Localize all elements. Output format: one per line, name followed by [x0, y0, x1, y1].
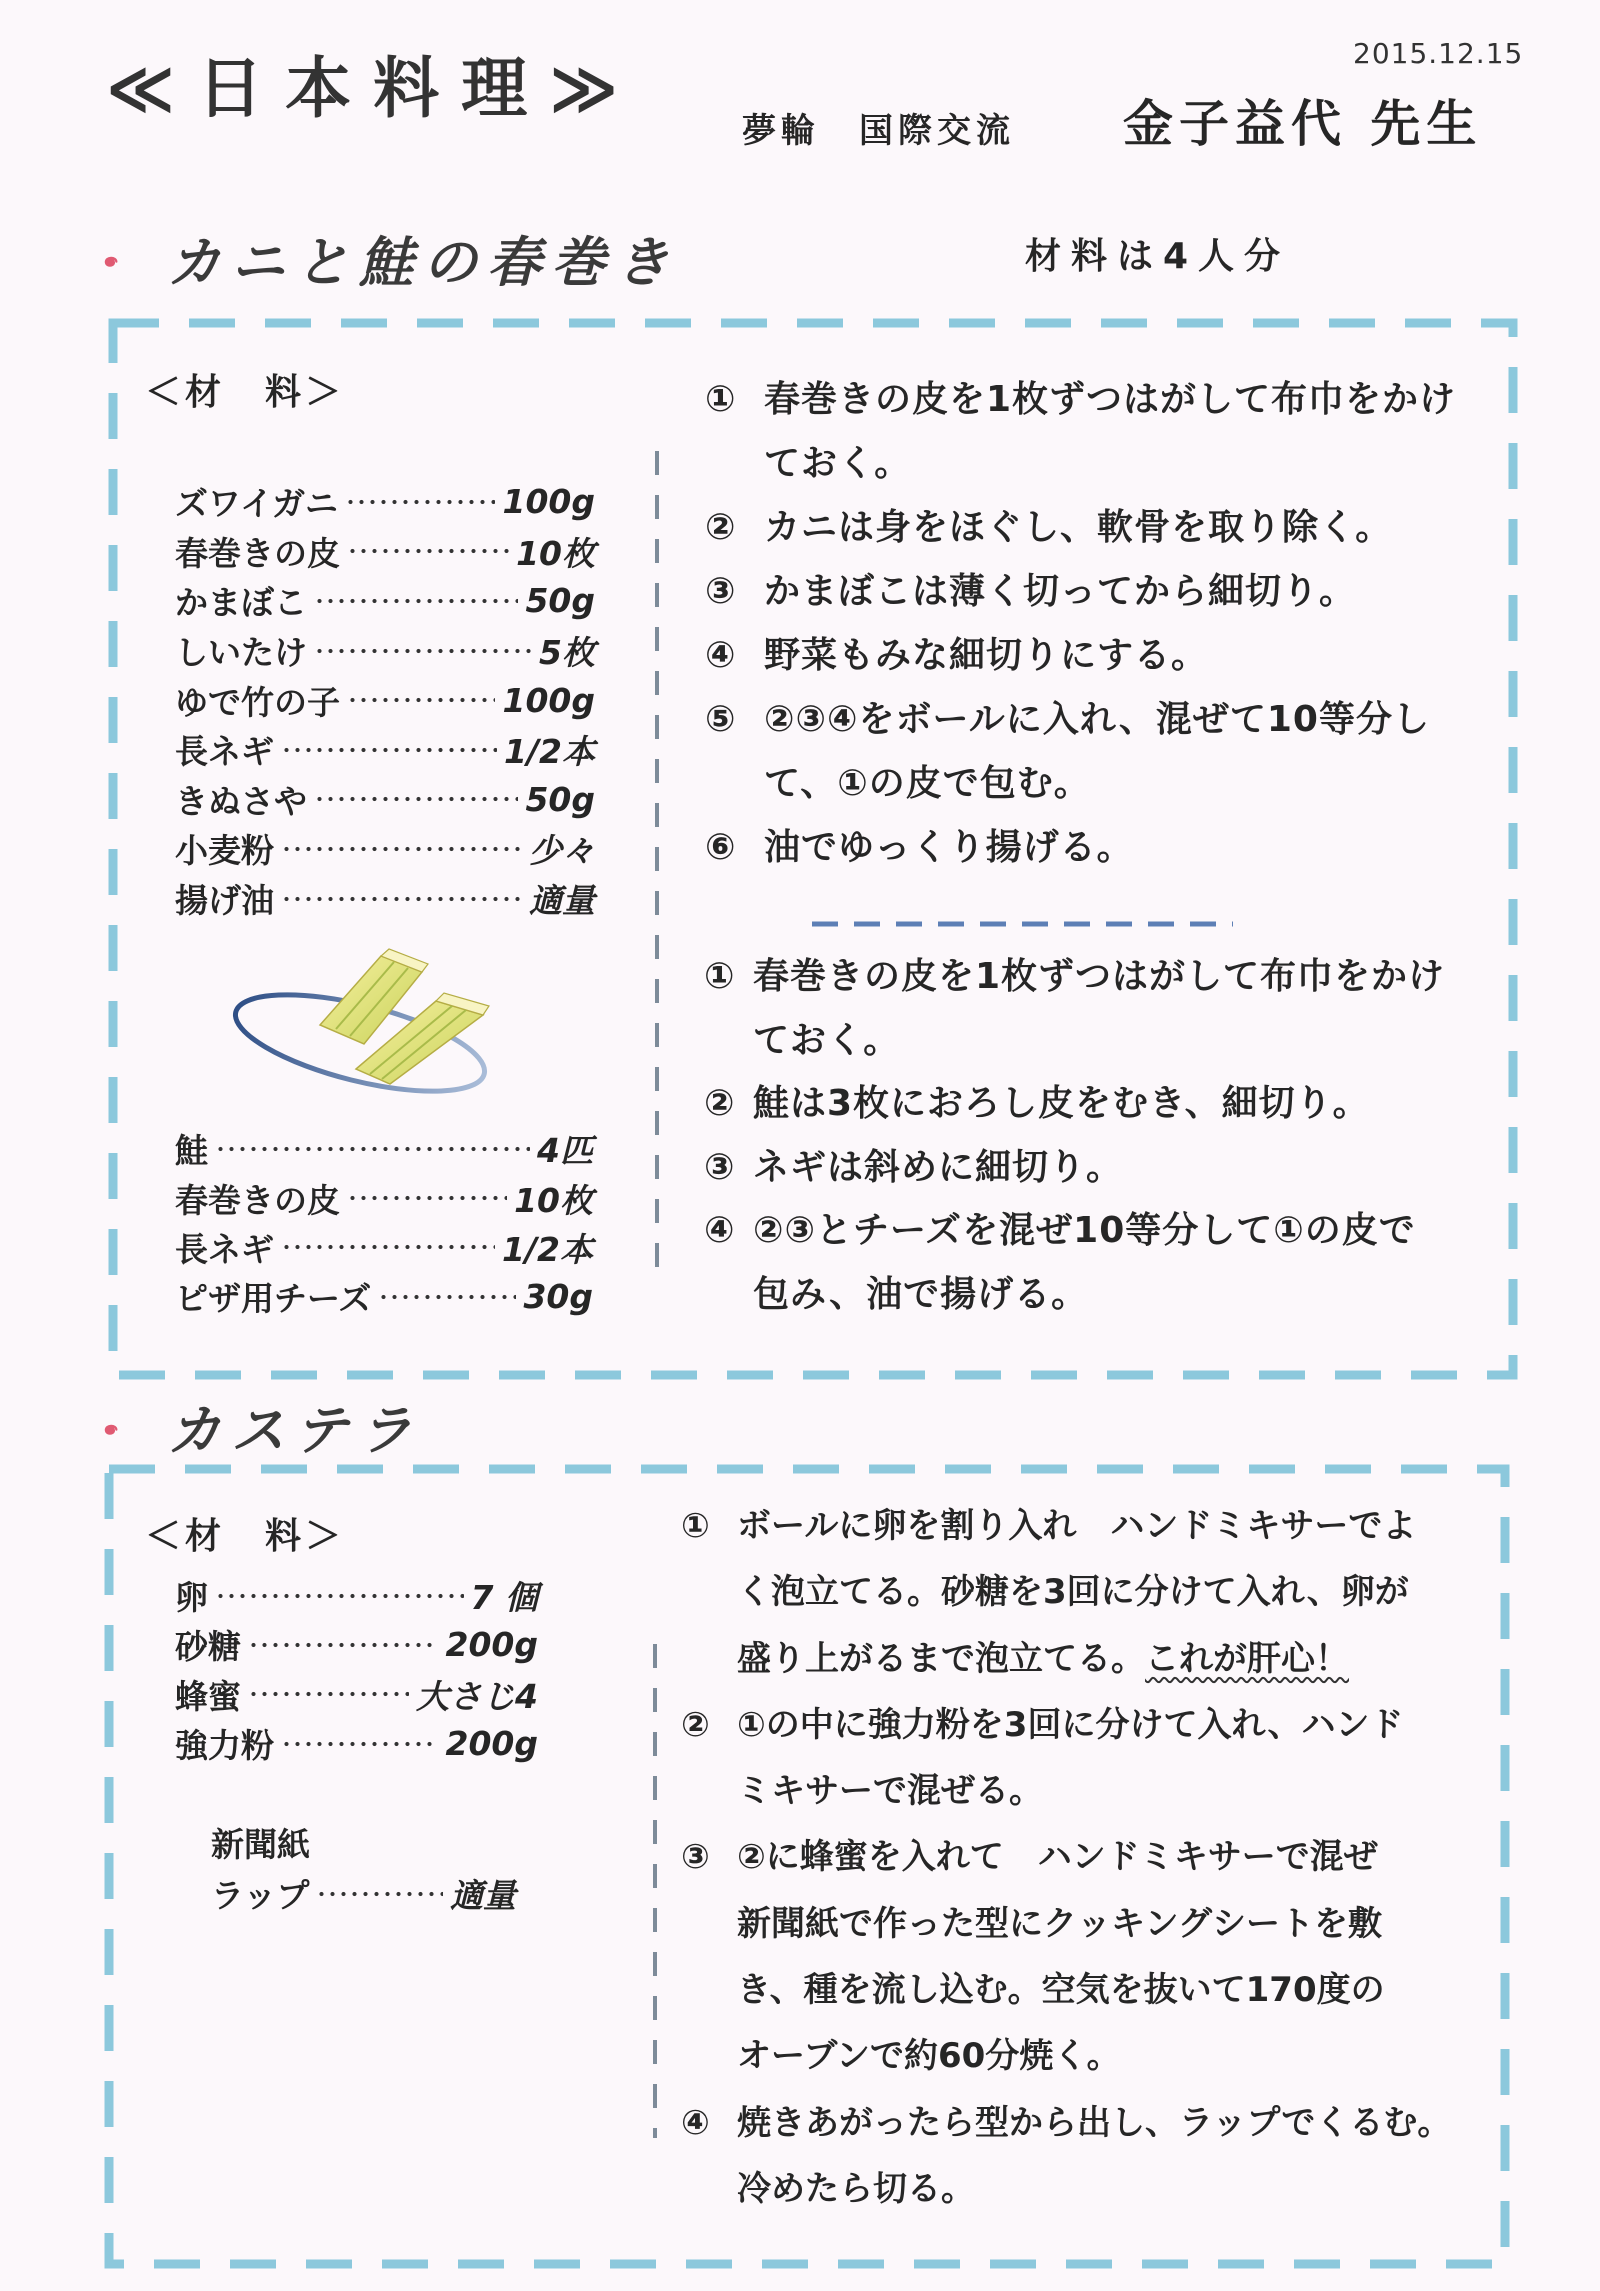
ingredient-list — [175, 1124, 593, 1322]
step-number: ⑤ — [705, 699, 736, 740]
step — [705, 816, 1456, 880]
step-number: ④ — [704, 1210, 735, 1251]
dot-leader — [281, 1740, 438, 1748]
step-text-line: かまぼこは薄く切ってから細切り。 — [764, 571, 1357, 612]
dot-leader — [347, 1194, 507, 1202]
ingredient-quantity: 少々 — [529, 831, 595, 871]
ingredient-list — [175, 1571, 538, 1768]
ingredient-quantity: 100g — [502, 482, 595, 522]
recipe-title: カステラ — [167, 1399, 422, 1462]
ingredient-row — [175, 1620, 538, 1669]
step-list — [705, 368, 1456, 880]
dot-leader — [248, 1690, 409, 1698]
step-number: ① — [681, 1506, 710, 1546]
ingredient-name: 長ネギ — [175, 1229, 274, 1269]
ingredient-name: しいたけ — [175, 633, 307, 673]
dot-leader — [345, 498, 495, 506]
step-number: ④ — [681, 2102, 710, 2143]
ingredient-row — [175, 1223, 593, 1272]
ingredient-row — [175, 725, 595, 775]
step-text-line: ておく。 — [764, 443, 912, 484]
ingredient-row — [175, 874, 595, 924]
date-label: 2015.12.15 — [1353, 37, 1524, 70]
step-list — [704, 945, 1445, 1326]
organization-label: 夢輪 国際交流 — [742, 111, 1015, 151]
ingredient-row — [175, 626, 595, 676]
ingredient-row — [175, 1173, 593, 1222]
step-text-line: て、①の皮で包む。 — [764, 763, 1091, 804]
ingredient-quantity: 100g — [502, 680, 595, 720]
step-number: ③ — [681, 1837, 710, 1878]
ingredient-name: 卵 — [175, 1578, 208, 1618]
step-number: ③ — [705, 571, 736, 612]
servings-label: 材料は4人分 — [1025, 236, 1291, 277]
ingredient-name: きぬさや — [175, 781, 307, 821]
dot-leader — [347, 696, 495, 704]
dot-leader — [215, 1592, 464, 1600]
dot-leader — [248, 1641, 438, 1649]
step-text-line: ②③④をボールに入れ、混ぜて10等分し — [764, 699, 1430, 740]
step-text-line: 油でゆっくり揚げる。 — [764, 827, 1134, 868]
ingredient-name: 春巻きの皮 — [175, 533, 340, 573]
ingredient-quantity: 30g — [523, 1277, 593, 1317]
ingredient-quantity: 50g — [525, 779, 595, 819]
ingredient-quantity: 4匹 — [537, 1131, 593, 1171]
step — [704, 945, 1445, 1072]
ingredient-row — [175, 1571, 538, 1620]
step-text-line: ①の中に強力粉を3回に分けて入れ、ハンド — [737, 1704, 1404, 1745]
step-number: ③ — [704, 1146, 735, 1188]
dot-leader — [378, 1293, 516, 1301]
ingredient-quantity: 1/2本 — [502, 1229, 593, 1269]
spiral-icon — [96, 1416, 124, 1444]
ingredient-quantity: 5枚 — [539, 633, 595, 673]
ingredient-quantity: 1/2本 — [504, 732, 595, 772]
dot-leader — [281, 746, 497, 754]
step-text-line: 鮭は3枚におろし皮をむき、細切り。 — [753, 1083, 1370, 1124]
ingredient-name: 砂糖 — [175, 1627, 241, 1667]
step-text-line: ミキサーで混ぜる。 — [737, 1771, 1043, 1812]
ingredients-heading: ＜材 料＞ — [145, 372, 346, 413]
ingredient-name: 長ネギ — [175, 732, 274, 772]
step-text-line: 新聞紙で作った型にクッキングシートを敷 — [737, 1903, 1382, 1944]
dot-leader — [347, 547, 509, 555]
dot-leader — [314, 647, 532, 655]
step-number: ④ — [705, 635, 736, 676]
step-number: ① — [704, 956, 735, 997]
step-number: ⑥ — [705, 827, 736, 868]
step-text-line: 春巻きの皮を1枚ずつはがして布巾をかけ — [764, 379, 1457, 420]
step — [704, 1136, 1445, 1200]
teacher-name: 金子益代 先生 — [1123, 95, 1483, 153]
ingredient-quantity: 適量 — [450, 1876, 516, 1916]
step-text-line: ネギは斜めに細切り。 — [753, 1146, 1124, 1188]
step-text-line: 包み、油で揚げる。 — [753, 1273, 1089, 1315]
ingredient-row — [175, 1272, 593, 1321]
spring-rolls-plate-icon — [227, 949, 494, 1111]
step-text-line — [737, 1626, 1416, 1692]
step-number: ① — [705, 379, 736, 420]
spiral-icon — [96, 248, 124, 276]
step-text-line: ②③とチーズを混ぜ10等分して①の皮で — [753, 1210, 1416, 1251]
ingredient-list — [175, 477, 595, 923]
extra-item-name: 新聞紙 — [211, 1825, 310, 1864]
dot-leader — [314, 795, 518, 803]
step — [705, 624, 1456, 688]
ingredient-row — [211, 1869, 516, 1918]
ingredient-name: 蜂蜜 — [175, 1676, 241, 1716]
step-text-line: 野菜もみな細切りにする。 — [764, 635, 1209, 676]
ingredient-name: かまぼこ — [175, 583, 307, 623]
step-text-line: ボールに卵を割り入れ ハンドミキサーでよ — [737, 1506, 1417, 1546]
step — [705, 688, 1456, 816]
ingredient-name: ラップ — [211, 1876, 310, 1916]
dot-leader — [316, 1890, 443, 1898]
step-number: ② — [705, 507, 736, 548]
page-title: ≪日本料理≫ — [106, 50, 641, 127]
ingredient-quantity: 200g — [445, 1625, 538, 1665]
ingredient-name: ズワイガニ — [175, 484, 339, 524]
step — [681, 2090, 1451, 2223]
ingredient-quantity: 50g — [525, 581, 595, 621]
ingredient-name: 揚げ油 — [175, 881, 274, 921]
ingredient-row — [175, 576, 595, 626]
ingredient-name: 小麦粉 — [175, 831, 274, 871]
step-text-line: ②に蜂蜜を入れて ハンドミキサーで混ぜ — [737, 1837, 1378, 1878]
step — [681, 1493, 1451, 1692]
recipe-title: カニと鮭の春巻き — [167, 231, 679, 294]
step — [705, 496, 1456, 560]
ingredient-row — [175, 1124, 593, 1173]
step-number: ② — [681, 1704, 710, 1745]
ingredient-row — [175, 1670, 538, 1719]
ingredient-quantity: 適量 — [529, 881, 595, 921]
ingredient-row — [175, 675, 595, 725]
ingredient-quantity: 200g — [445, 1724, 538, 1764]
ingredient-row — [175, 477, 595, 527]
ingredient-quantity: 10枚 — [514, 1180, 593, 1220]
ingredient-row — [175, 824, 595, 874]
ingredient-row — [175, 1719, 538, 1768]
step — [705, 560, 1456, 624]
extra-list — [211, 1869, 516, 1918]
step-list — [681, 1493, 1451, 2222]
ingredient-row — [175, 527, 595, 577]
ingredient-name: 強力粉 — [175, 1726, 274, 1766]
step-text-line: 焼きあがったら型から出し、ラップでくるむ。 — [737, 2102, 1452, 2143]
step-text-line: オーブンで約60分焼く。 — [737, 2036, 1121, 2077]
step — [681, 1824, 1451, 2089]
ingredients-heading: ＜材 料＞ — [145, 1516, 346, 1557]
ingredient-quantity: 大さじ4 — [416, 1676, 538, 1716]
step-text-line: 春巻きの皮を1枚ずつはがして布巾をかけ — [753, 956, 1446, 997]
step — [704, 1199, 1445, 1326]
step — [705, 368, 1456, 496]
ingredient-quantity: 7 個 — [470, 1578, 538, 1618]
step-text: 盛り上がるまで泡立てる。 — [737, 1638, 1145, 1679]
ingredient-name: 春巻きの皮 — [175, 1180, 340, 1220]
step-text-line: く泡立てる。砂糖を3回に分けて入れ、卵が — [737, 1572, 1409, 1613]
dot-leader — [314, 597, 518, 605]
ingredient-name: ゆで竹の子 — [175, 682, 340, 722]
step-text-line: 冷めたら切る。 — [737, 2168, 975, 2209]
step-number: ② — [704, 1083, 735, 1124]
ingredient-name: 鮭 — [175, 1131, 208, 1171]
step-text-line: カニは身をほぐし、軟骨を取り除く。 — [764, 507, 1393, 548]
step — [704, 1072, 1445, 1136]
dot-leader — [281, 845, 522, 853]
dot-leader — [215, 1145, 530, 1153]
step-text-line: ておく。 — [753, 1019, 901, 1061]
step-text-line: き、種を流し込む。空気を抜いて170度の — [737, 1970, 1385, 2011]
step — [681, 1692, 1451, 1825]
dot-leader — [281, 895, 522, 903]
ingredient-row — [175, 775, 595, 825]
ingredient-quantity: 10枚 — [516, 533, 595, 573]
dot-leader — [281, 1243, 495, 1251]
emphasis-text: これが肝心！ — [1145, 1638, 1349, 1679]
ingredient-name: ピザ用チーズ — [175, 1279, 372, 1319]
